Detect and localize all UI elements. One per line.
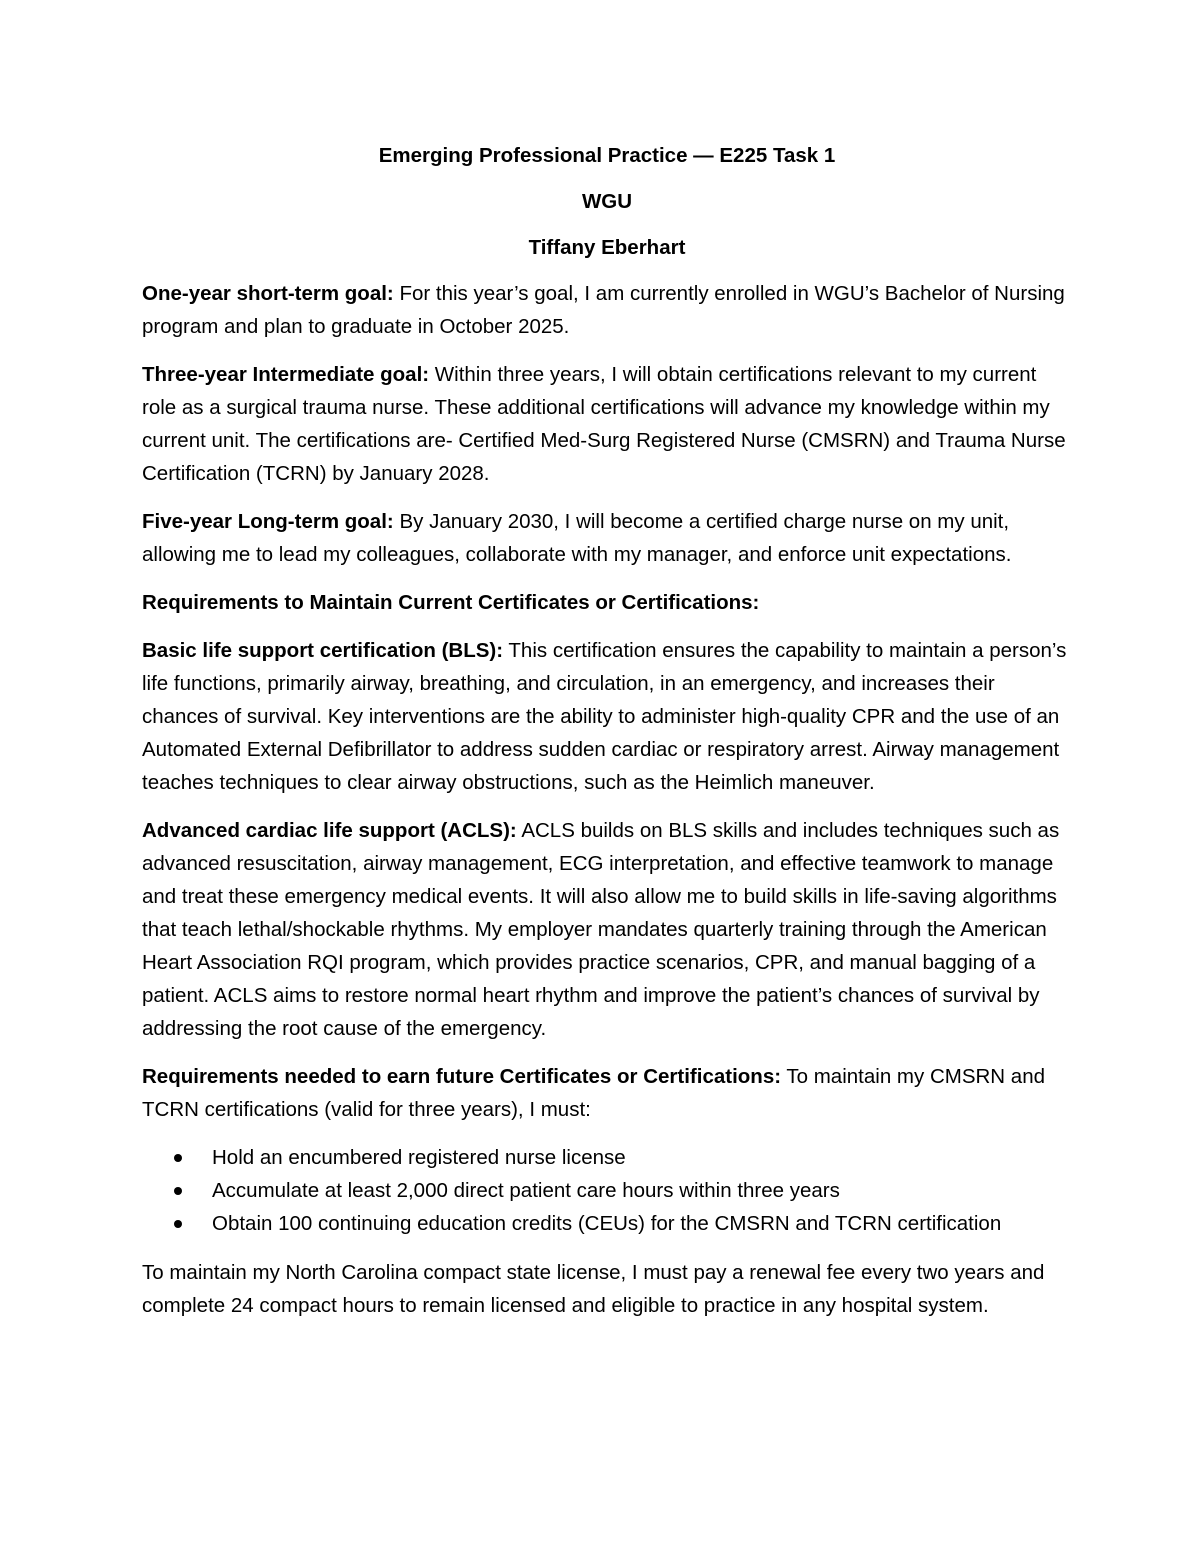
bls-paragraph [142,634,1072,799]
intermediate-goal-text: Within three years, I will obtain certifications relevant to my current role as a surgical trauma nurse. These additional certifications will advance my knowledge within my current unit. The certifications are- Certified Med-Surg Registered Nurse (CMSRN) and Trauma Nurse Certification (TCRN) by January 2028. [142,363,1066,485]
short-term-goal-label: One-year short-term goal: [142,282,394,305]
acls-label: Advanced cardiac life support (ACLS): [142,819,517,842]
institution-name: WGU [581,190,633,213]
license-paragraph: To maintain my North Carolina compact state license, I must pay a renewal fee every two years and complete 24 compact hours to remain licensed and eligible to practice in any hospital system. [142,1261,1045,1317]
short-term-goal-text: For this year’s goal, I am currently enrolled in WGU’s Bachelor of Nursing program and plan to graduate in October 2025. [142,282,1065,338]
requirements-list [142,1141,1072,1240]
bls-text: This certification ensures the capability to maintain a person’s life functions, primarily airway, breathing, and circulation, in an emergency, and increases their chances of survival. Key interventions are the ability to administer high-quality CPR and the use of an Automated External Defibrillator to address sudden cardiac or respiratory arrest. Airway management teaches techniques to clear airway obstructions, such as the Heimlich maneuver. [142,639,1067,794]
author-name: Tiffany Eberhart [528,236,686,259]
bls-label: Basic life support certification (BLS): [142,639,504,662]
long-term-goal-paragraph [142,505,1072,571]
list-item [142,1174,1072,1207]
list-item [142,1141,1072,1174]
short-term-goal-paragraph [142,277,1072,343]
list-item [142,1207,1072,1240]
list-item-text: Accumulate at least 2,000 direct patient care hours within three years [212,1179,840,1202]
long-term-goal-text: By January 2030, I will become a certified charge nurse on my unit, allowing me to lead my colleagues, collaborate with my manager, and enforce unit expectations. [142,510,1012,566]
future-requirements-paragraph [142,1060,1072,1126]
acls-text: ACLS builds on BLS skills and includes techniques such as advanced resuscitation, airway management, ECG interpretation, and effective teamwork to manage and treat these emergency medical events. It will also allow me to build skills in life-saving algorithms that teach lethal/shockable rhythms. My employer mandates quarterly training through the American Heart Association RQI program, which provides practice scenarios, CPR, and manual bagging of a patient. ACLS aims to restore normal heart rhythm and improve the patient’s chances of survival by addressing the root cause of the emergency. [142,819,1060,1040]
future-requirements-label: Requirements needed to earn future Certificates or Certifications: [142,1065,782,1088]
acls-paragraph [142,814,1072,1045]
long-term-goal-label: Five-year Long-term goal: [142,510,394,533]
intermediate-goal-label: Three-year Intermediate goal: [142,363,430,386]
bullet-icon [174,1187,182,1195]
list-item-text: Obtain 100 continuing education credits (CEUs) for the CMSRN and TCRN certification [212,1212,1002,1235]
bullet-icon [174,1154,182,1162]
document-body [142,139,1072,1337]
list-item-text: Hold an encumbered registered nurse license [212,1146,626,1169]
document-title: Emerging Professional Practice — E225 Task 1 [378,144,836,167]
future-requirements-text: To maintain my CMSRN and TCRN certifications (valid for three years), I must: [142,1065,1045,1121]
requirements-heading: Requirements to Maintain Current Certificates or Certifications: [142,591,760,614]
intermediate-goal-paragraph [142,358,1072,490]
bullet-icon [174,1220,182,1228]
